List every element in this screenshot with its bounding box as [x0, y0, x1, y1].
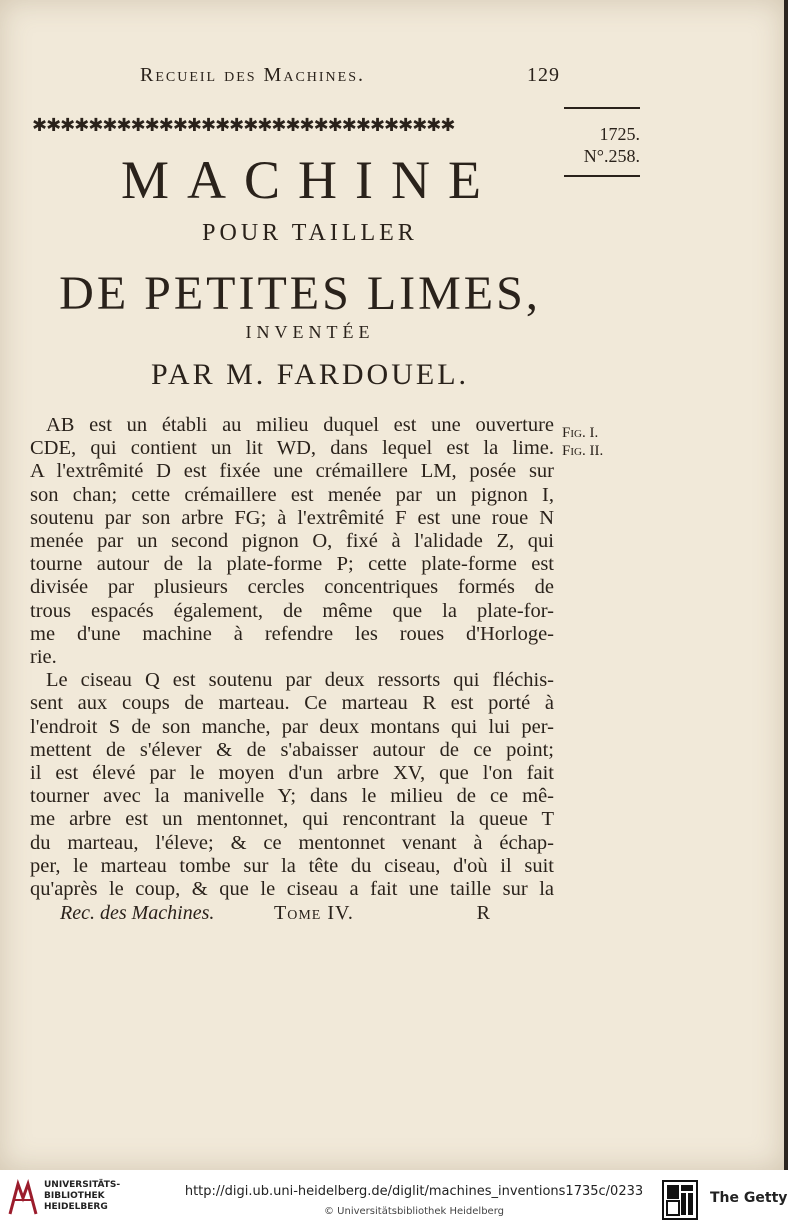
figure-ref-1: Fig. I. — [562, 425, 599, 441]
text-line: A l'extrêmité D est fixée une crémaillere LM, posée sur — [30, 460, 554, 483]
viewer-footer-bar — [0, 1170, 788, 1228]
text-line: soutenu par son arbre FG; à l'extrêmité F est une roue N — [30, 506, 554, 529]
text-line: son chan; cette crémaillere est menée par un pignon I, — [30, 483, 554, 506]
figure-references — [562, 424, 632, 460]
title-line-4: INVENTÉE — [245, 322, 375, 342]
margin-year: 1725. — [599, 124, 640, 144]
library-name-line: BIBLIOTHEK — [44, 1191, 105, 1201]
running-head-title: Recueil des Machines. — [140, 64, 366, 86]
text-line: trous espacés également, de même que la plate-for- — [30, 599, 554, 622]
text-line: me d'une machine à refendre les roues d'Horloge- — [30, 622, 554, 645]
text-line: sent aux coups de marteau. Ce marteau R est porté à — [30, 692, 554, 715]
footer-series: Rec. des Machines. — [60, 902, 215, 924]
title-line-5: PAR M. FARDOUEL. — [150, 358, 470, 391]
text-line: divisée par plusieurs cercles concentriques formés de — [30, 576, 554, 599]
library-name-line: UNIVERSITÄTS- — [44, 1180, 121, 1190]
ornament-band: ✱✱✱✱✱✱✱✱✱✱✱✱✱✱✱✱✱✱✱✱✱✱✱✱✱✱✱✱✱✱ — [32, 115, 455, 135]
text-line: tourner avec la manivelle Y; dans le milieu de ce mê- — [30, 785, 554, 808]
title-line-3: DE PETITES LIMES, — [59, 267, 541, 320]
paragraph-1 — [30, 414, 554, 669]
text-line: il est élevé par le moyen d'un arbre XV, que l'on fait — [30, 762, 554, 785]
margin-number: N°.258. — [583, 146, 640, 166]
text-line: tourne autour de la plate-forme P; cette plate-forme est — [30, 553, 554, 576]
text-line: qu'après le coup, & que le ciseau a fait une taille sur la — [30, 878, 554, 901]
title-line-1: MACHINE — [121, 150, 499, 210]
figure-ref-2: Fig. II. — [562, 443, 604, 459]
page-number: 129 — [527, 64, 560, 86]
text-line: du marteau, l'éleve; & ce mentonnet venant à échap- — [30, 831, 554, 854]
text-line: per, le marteau tombe sur la tête du ciseau, d'où il suit — [30, 854, 554, 877]
body-text — [30, 414, 554, 901]
text-line: mettent de s'élever & de s'abaisser autour de ce point; — [30, 738, 554, 761]
text-line: me arbre est un mentonnet, qui rencontrant la queue T — [30, 808, 554, 831]
title-line-2: POUR TAILLER — [202, 220, 418, 246]
library-name-line: HEIDELBERG — [44, 1202, 108, 1212]
paragraph-2 — [30, 669, 554, 901]
footer-volume: Tome IV. — [274, 902, 354, 924]
text-line: CDE, qui contient un lit WD, dans lequel est la lime. — [30, 437, 554, 460]
text-line: menée par un second pignon O, fixé à l'alidade Z, qui — [30, 530, 554, 553]
copyright-notice: © Universitätsbibliothek Heidelberg — [323, 1206, 504, 1217]
partner-name: The Getty — [710, 1190, 788, 1206]
footer-signature: R — [476, 902, 490, 924]
text-line: l'endroit S de son manche, par deux montans qui lui per- — [30, 715, 554, 738]
text-line: Le ciseau Q est soutenu par deux ressorts qui fléchis- — [46, 669, 554, 692]
permalink-url[interactable]: http://digi.ub.uni-heidelberg.de/diglit/machines_inventions1735c/0233 — [184, 1184, 644, 1199]
text-line: AB est un établi au milieu duquel est une ouverture — [46, 414, 554, 436]
margin-rule-top — [564, 107, 640, 109]
text-line: rie. — [30, 646, 57, 669]
getty-logo-icon — [662, 1180, 698, 1220]
